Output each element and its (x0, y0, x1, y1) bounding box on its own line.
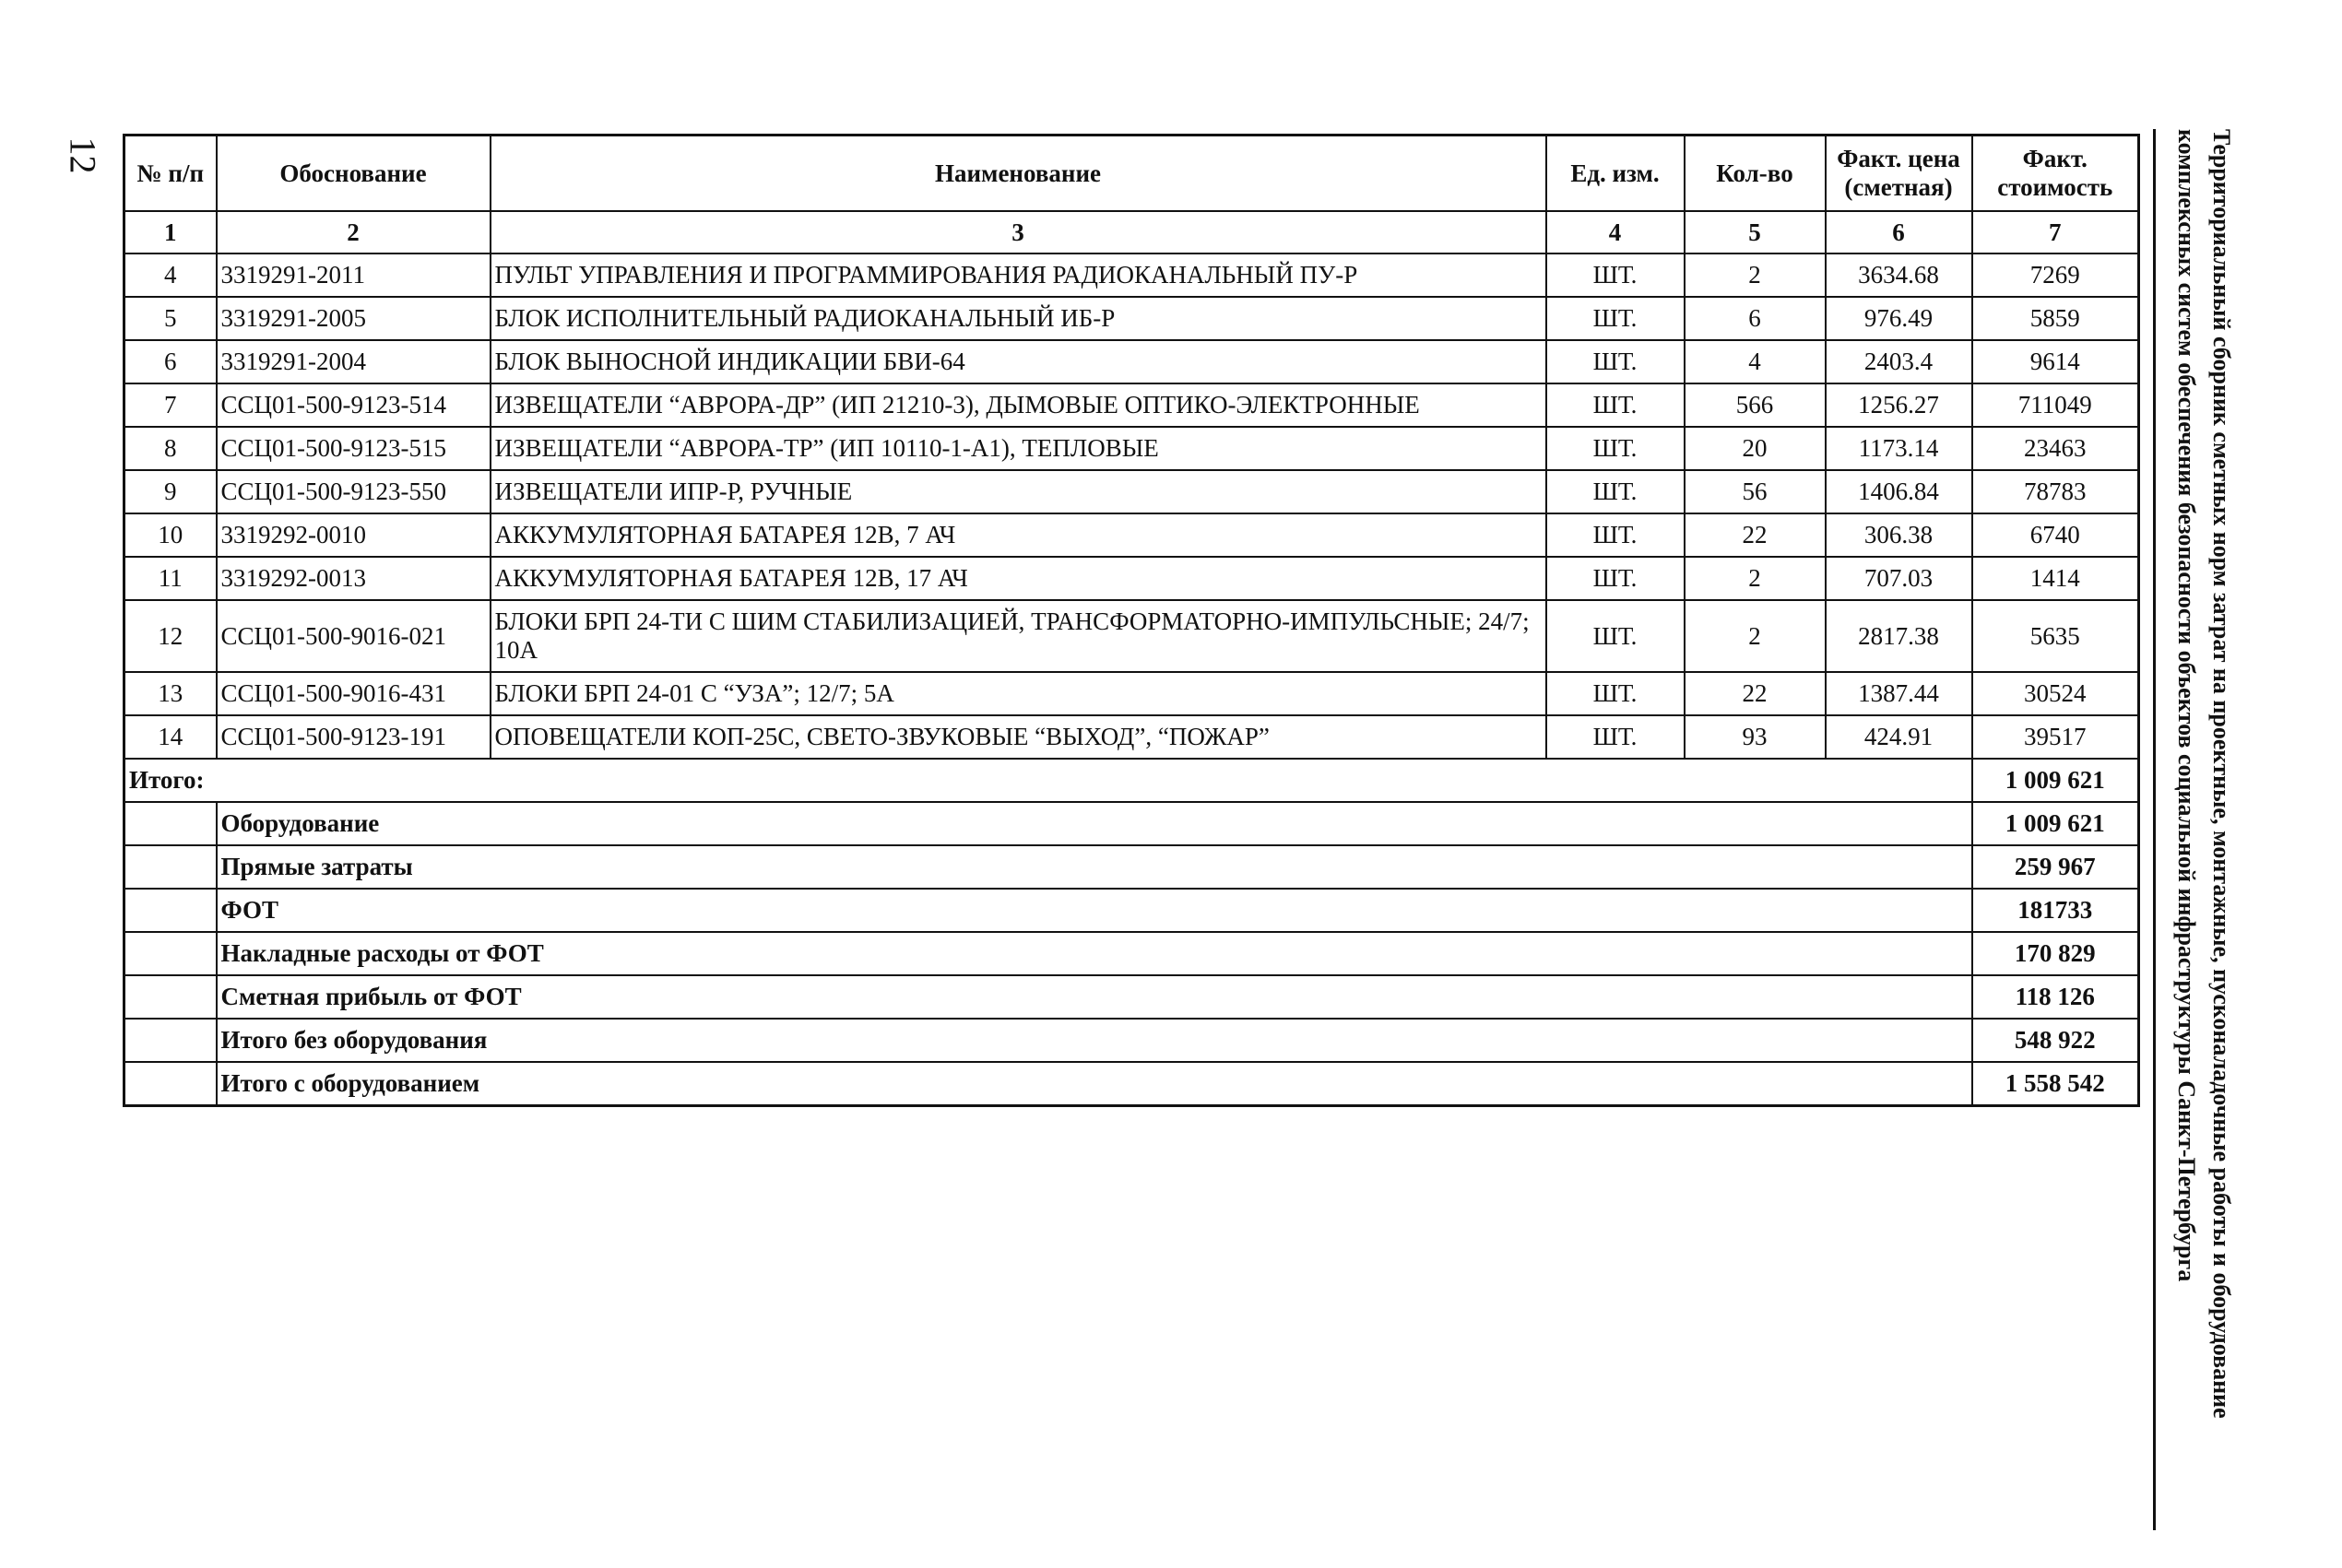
unit: ШТ. (1546, 383, 1685, 427)
quantity: 2 (1685, 557, 1826, 600)
side-caption-line-2: комплексных систем обеспечения безопасности объектов социальной инфраструктуры Санкт-Петербурга (2173, 129, 2200, 1282)
quantity: 93 (1685, 715, 1826, 759)
summary-indent-cell (124, 845, 217, 889)
column-number: 3 (491, 211, 1546, 253)
unit: ШТ. (1546, 253, 1685, 297)
table-row (124, 715, 2139, 759)
side-caption (2151, 129, 2262, 1530)
basis-code: ССЦ01-500-9123-550 (217, 470, 491, 513)
unit-price: 3634.68 (1826, 253, 1972, 297)
column-number: 4 (1546, 211, 1685, 253)
unit: ШТ. (1546, 297, 1685, 340)
basis-code: 3319291-2005 (217, 297, 491, 340)
estimate-table (123, 134, 2140, 1107)
basis-code: 3319292-0013 (217, 557, 491, 600)
table-row (124, 427, 2139, 470)
total-cost: 30524 (1972, 672, 2139, 715)
table-row (124, 557, 2139, 600)
table-row (124, 340, 2139, 383)
quantity: 2 (1685, 253, 1826, 297)
item-name: БЛОК ИСПОЛНИТЕЛЬНЫЙ РАДИОКАНАЛЬНЫЙ ИБ-Р (491, 297, 1546, 340)
total-cost: 711049 (1972, 383, 2139, 427)
quantity: 6 (1685, 297, 1826, 340)
page-number: 12 (62, 136, 104, 174)
summary-value: 181733 (1972, 889, 2139, 932)
basis-code: ССЦ01-500-9123-515 (217, 427, 491, 470)
basis-code: ССЦ01-500-9123-514 (217, 383, 491, 427)
summary-value: 259 967 (1972, 845, 2139, 889)
summary-indent-cell (124, 889, 217, 932)
row-number: 10 (124, 513, 217, 557)
header-cell-number: № п/п (124, 136, 217, 212)
table-row (124, 253, 2139, 297)
summary-label: Итого без оборудования (217, 1019, 1972, 1062)
column-number: 5 (1685, 211, 1826, 253)
unit-price: 2403.4 (1826, 340, 1972, 383)
summary-row (124, 1062, 2139, 1106)
header-cell-name: Наименование (491, 136, 1546, 212)
item-name: АККУМУЛЯТОРНАЯ БАТАРЕЯ 12В, 17 АЧ (491, 557, 1546, 600)
header-row (124, 136, 2139, 212)
basis-code: 3319291-2011 (217, 253, 491, 297)
header-cell-cost: Факт. стоимость (1972, 136, 2139, 212)
header-cell-quantity: Кол-во (1685, 136, 1826, 212)
basis-code: ССЦ01-500-9016-431 (217, 672, 491, 715)
header-cell-price: Факт. цена (сметная) (1826, 136, 1972, 212)
summary-indent-cell (124, 932, 217, 975)
item-name: БЛОКИ БРП 24-01 С “УЗА”; 12/7; 5А (491, 672, 1546, 715)
total-cost: 23463 (1972, 427, 2139, 470)
unit-price: 424.91 (1826, 715, 1972, 759)
side-caption-line-1: Территориальный сборник сметных норм затрат на проектные, монтажные, пусконаладочные работы и оборудование (2208, 129, 2235, 1419)
unit: ШТ. (1546, 557, 1685, 600)
unit: ШТ. (1546, 672, 1685, 715)
unit-price: 976.49 (1826, 297, 1972, 340)
table-row (124, 600, 2139, 672)
basis-code: ССЦ01-500-9016-021 (217, 600, 491, 672)
quantity: 566 (1685, 383, 1826, 427)
summary-value: 170 829 (1972, 932, 2139, 975)
summary-label: ФОТ (217, 889, 1972, 932)
quantity: 2 (1685, 600, 1826, 672)
unit-price: 1256.27 (1826, 383, 1972, 427)
summary-row (124, 845, 2139, 889)
row-number: 11 (124, 557, 217, 600)
total-cost: 6740 (1972, 513, 2139, 557)
basis-code: 3319292-0010 (217, 513, 491, 557)
unit: ШТ. (1546, 340, 1685, 383)
total-cost: 78783 (1972, 470, 2139, 513)
unit: ШТ. (1546, 600, 1685, 672)
summary-indent-cell (124, 802, 217, 845)
summary-indent-cell (124, 1062, 217, 1106)
summary-indent-cell (124, 1019, 217, 1062)
quantity: 20 (1685, 427, 1826, 470)
table-row (124, 297, 2139, 340)
quantity: 22 (1685, 513, 1826, 557)
row-number: 7 (124, 383, 217, 427)
row-number: 6 (124, 340, 217, 383)
row-number: 12 (124, 600, 217, 672)
unit: ШТ. (1546, 427, 1685, 470)
item-name: ОПОВЕЩАТЕЛИ КОП-25С, СВЕТО-ЗВУКОВЫЕ “ВЫХОД”, “ПОЖАР” (491, 715, 1546, 759)
unit: ШТ. (1546, 470, 1685, 513)
item-name: ИЗВЕЩАТЕЛИ “АВРОРА-ДР” (ИП 21210-3), ДЫМОВЫЕ ОПТИКО-ЭЛЕКТРОННЫЕ (491, 383, 1546, 427)
total-cost: 9614 (1972, 340, 2139, 383)
unit-price: 1387.44 (1826, 672, 1972, 715)
table-row (124, 513, 2139, 557)
total-cost: 39517 (1972, 715, 2139, 759)
summary-label: Прямые затраты (217, 845, 1972, 889)
summary-label: Сметная прибыль от ФОТ (217, 975, 1972, 1019)
column-number: 6 (1826, 211, 1972, 253)
unit-price: 1173.14 (1826, 427, 1972, 470)
total-row (124, 759, 2139, 802)
table-row (124, 383, 2139, 427)
item-name: АККУМУЛЯТОРНАЯ БАТАРЕЯ 12В, 7 АЧ (491, 513, 1546, 557)
unit: ШТ. (1546, 513, 1685, 557)
item-name: ПУЛЬТ УПРАВЛЕНИЯ И ПРОГРАММИРОВАНИЯ РАДИОКАНАЛЬНЫЙ ПУ-Р (491, 253, 1546, 297)
summary-label: Итого с оборудованием (217, 1062, 1972, 1106)
summary-value: 548 922 (1972, 1019, 2139, 1062)
unit-price: 1406.84 (1826, 470, 1972, 513)
column-number: 7 (1972, 211, 2139, 253)
item-name: ИЗВЕЩАТЕЛИ ИПР-Р, РУЧНЫЕ (491, 470, 1546, 513)
summary-row (124, 889, 2139, 932)
item-name: ИЗВЕЩАТЕЛИ “АВРОРА-ТР” (ИП 10110-1-А1), ТЕПЛОВЫЕ (491, 427, 1546, 470)
summary-label: Оборудование (217, 802, 1972, 845)
total-cost: 5859 (1972, 297, 2139, 340)
unit-price: 2817.38 (1826, 600, 1972, 672)
summary-indent-cell (124, 975, 217, 1019)
summary-value: 1 009 621 (1972, 802, 2139, 845)
column-number: 1 (124, 211, 217, 253)
item-name: БЛОК ВЫНОСНОЙ ИНДИКАЦИИ БВИ-64 (491, 340, 1546, 383)
column-number-row (124, 211, 2139, 253)
header-cell-unit: Ед. изм. (1546, 136, 1685, 212)
basis-code: ССЦ01-500-9123-191 (217, 715, 491, 759)
column-number: 2 (217, 211, 491, 253)
summary-row (124, 802, 2139, 845)
unit-price: 306.38 (1826, 513, 1972, 557)
basis-code: 3319291-2004 (217, 340, 491, 383)
row-number: 9 (124, 470, 217, 513)
summary-value: 118 126 (1972, 975, 2139, 1019)
unit-price: 707.03 (1826, 557, 1972, 600)
total-cost: 1414 (1972, 557, 2139, 600)
row-number: 14 (124, 715, 217, 759)
table-row (124, 672, 2139, 715)
table-row (124, 470, 2139, 513)
summary-row (124, 1019, 2139, 1062)
summary-value: 1 558 542 (1972, 1062, 2139, 1106)
row-number: 5 (124, 297, 217, 340)
total-cost: 7269 (1972, 253, 2139, 297)
header-cell-basis: Обоснование (217, 136, 491, 212)
unit: ШТ. (1546, 715, 1685, 759)
quantity: 4 (1685, 340, 1826, 383)
summary-row (124, 932, 2139, 975)
row-number: 8 (124, 427, 217, 470)
total-label: Итого: (124, 759, 1972, 802)
row-number: 4 (124, 253, 217, 297)
quantity: 22 (1685, 672, 1826, 715)
summary-row (124, 975, 2139, 1019)
summary-label: Накладные расходы от ФОТ (217, 932, 1972, 975)
item-name: БЛОКИ БРП 24-ТИ С ШИМ СТАБИЛИЗАЦИЕЙ, ТРАНСФОРМАТОРНО-ИМПУЛЬСНЫЕ; 24/7; 10А (491, 600, 1546, 672)
row-number: 13 (124, 672, 217, 715)
total-value: 1 009 621 (1972, 759, 2139, 802)
total-cost: 5635 (1972, 600, 2139, 672)
quantity: 56 (1685, 470, 1826, 513)
